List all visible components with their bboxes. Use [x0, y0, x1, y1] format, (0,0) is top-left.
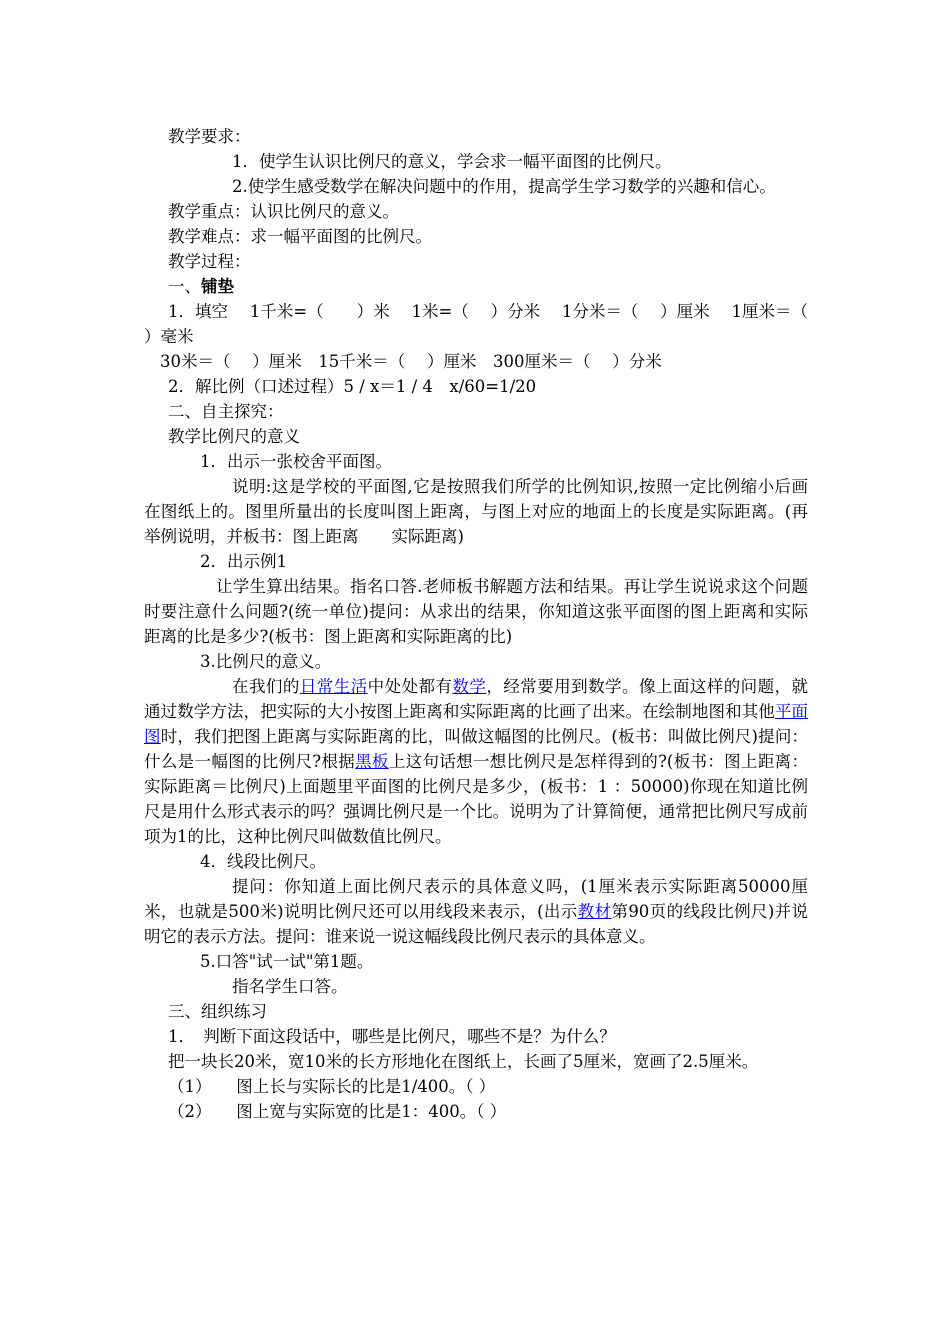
teaching-requirements-heading: 教学要求：: [168, 127, 251, 146]
exercise-1-option-2: （2） 图上宽与实际宽的比是1：400。（ ）: [168, 1102, 507, 1121]
section-1-title: 铺垫: [201, 277, 234, 296]
item-4-text-1: 提问：你知道上面比例尺表示的具体意义吗，(1厘米表示实际距离50000厘米，也就是500米)说明比例尺还可以用线段来表示，(出示: [144, 877, 808, 921]
item-2-description: 让学生算出结果。指名口答.老师板书解题方法和结果。再让学生说说求这个问题时要注意什么问题?(统一单位)提问：从求出的结果，你知道这张平面图的图上距离和实际距离的比是多少?(板书：图上距离和实际距离的比): [144, 577, 808, 646]
exercise-1-question: 1． 判断下面这段话中，哪些是比例尺，哪些不是？为什么？: [168, 1027, 616, 1046]
solve-proportion-line: 2．解比例（口述过程）5 / x＝1 / 4 x/60=1/20: [168, 377, 537, 396]
requirement-1: 1．使学生认识比例尺的意义，学会求一幅平面图的比例尺。: [232, 152, 672, 171]
item-3-description: [144, 674, 808, 849]
exercise-1-description: 把一块长20米，宽10米的长方形地化在图纸上，长画了5厘米，宽画了2.5厘米。: [168, 1052, 759, 1071]
item-3-text-1: 在我们的: [232, 677, 300, 696]
section-1-number: 一、: [168, 277, 201, 296]
section-1-heading: [144, 274, 808, 299]
item-2-title: 2．出示例1: [200, 552, 287, 571]
teaching-process-heading: 教学过程：: [168, 252, 251, 271]
item-4-title: 4．线段比例尺。: [200, 852, 326, 871]
item-3-text-4: 时，我们把图上距离与实际距离的比，叫做这幅图的比例尺。(板书：叫做比例尺)提问：什么是一幅图的比例尺?根据: [144, 727, 809, 771]
item-4-description: [144, 874, 808, 949]
link-blackboard[interactable]: 黑板: [355, 752, 389, 771]
teach-scale-meaning: 教学比例尺的意义: [168, 427, 300, 446]
item-4-text-2: 第90页的线段比例尺)并说明它的表示方法。提问：谁来说一说这幅线段比例尺表示的具体意义。: [144, 902, 809, 946]
teaching-key-point: 教学重点：认识比例尺的意义。: [168, 202, 399, 221]
item-3-text-5: 上这句话想一想比例尺是怎样得到的?(板书：图上距离：实际距离＝比例尺)上面题里平面图的比例尺是多少，(板书：1 ：50000)你现在知道比例尺是用什么形式表示的吗？强调比例尺是一个比。说明为了计算简便，通常把比例尺写成前项为1的比，这种比例尺叫做数值比例尺。: [144, 752, 808, 846]
section-2-heading: 二、自主探究：: [168, 402, 284, 421]
link-math[interactable]: 数学: [452, 677, 487, 696]
link-floor-plan[interactable]: 平面图: [144, 702, 809, 746]
section-3-heading: 三、组织练习: [168, 1002, 267, 1021]
teaching-difficulty: 教学难点：求一幅平面图的比例尺。: [168, 227, 432, 246]
item-5-description: 指名学生口答。: [232, 977, 348, 996]
exercise-1-option-1: （1） 图上长与实际长的比是1/400。（ ）: [168, 1077, 496, 1096]
requirement-2: 2.使学生感受数学在解决问题中的作用，提高学生学习数学的兴趣和信心。: [232, 177, 776, 196]
item-3-text-3: ，经常要用到数学。像上面这样的问题，就通过数学方法，把实际的大小按图上距离和实际距离的比画了出来。在绘制地图和其他: [144, 677, 809, 721]
item-5-title: 5.口答"试一试"第1题。: [200, 952, 374, 971]
item-3-text-2: 中处处都有: [367, 677, 453, 696]
item-1-title: 1．出示一张校舍平面图。: [200, 452, 392, 471]
item-3-title: 3.比例尺的意义。: [200, 652, 332, 671]
item-1-description: 说明:这是学校的平面图,它是按照我们所学的比例知识,按照一定比例缩小后画在图纸上的。图里所量出的长度叫图上距离，与图上对应的地面上的长度是实际距离。(再举例说明，并板书：图上距离 实际距离): [144, 477, 808, 546]
link-daily-life[interactable]: 日常生活: [299, 677, 368, 696]
fill-in-line-1: 1．填空 1千米=（ ）米 1米=（ ）分米 1分米＝（ ）厘米 1厘米＝（ ）毫米: [144, 302, 847, 346]
document-page: [144, 124, 847, 1124]
link-textbook[interactable]: 教材: [577, 902, 612, 921]
fill-in-line-2: 30米＝（ ）厘米 15千米＝（ ）厘米 300厘米＝（ ）分米: [160, 352, 662, 371]
